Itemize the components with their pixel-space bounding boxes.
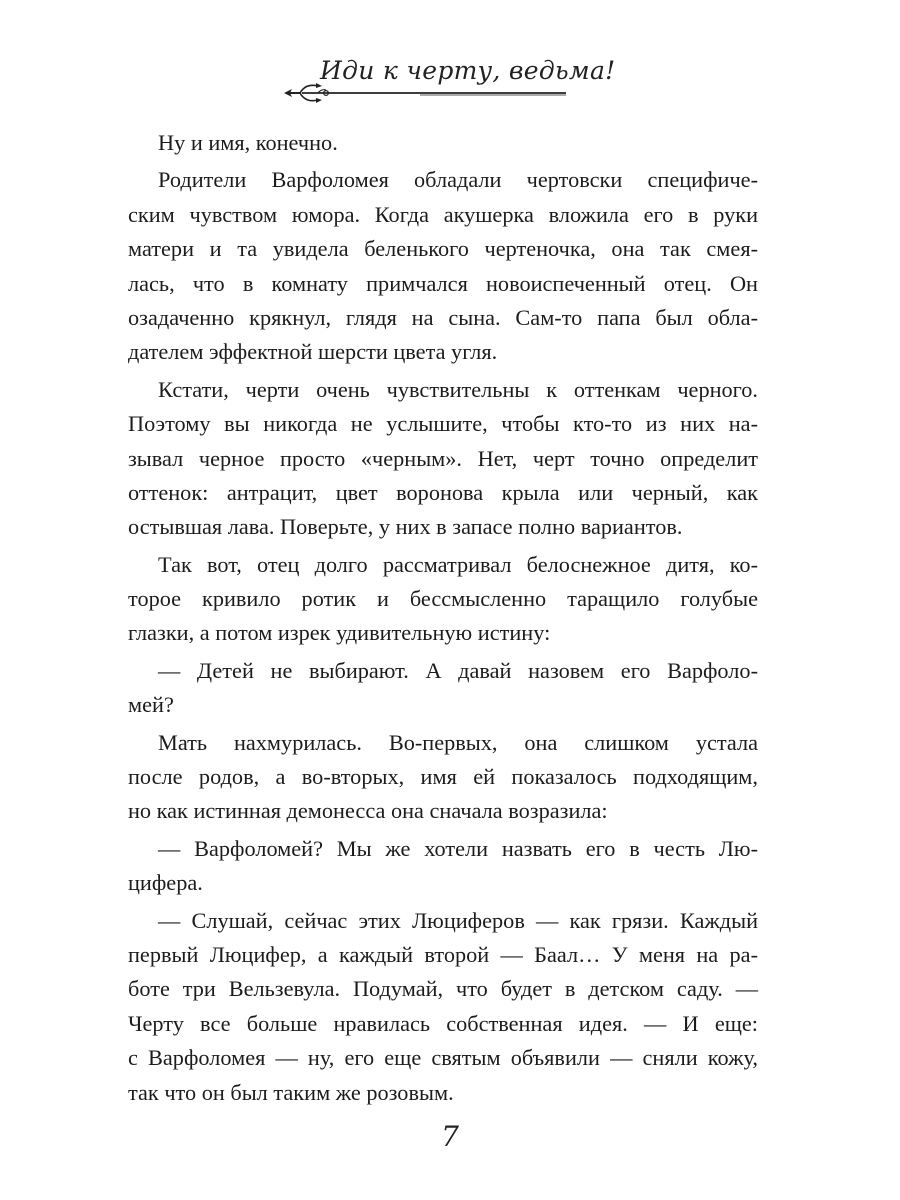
paragraph <box>128 373 758 545</box>
text-line: после родов, а во-вторых, имя ей показалось подходящим, <box>128 764 758 790</box>
text-line: Кстати, черти очень чувствительны к оттенкам черного. <box>158 376 758 402</box>
text-line: Мать нахмурилась. Во-первых, она слишком устала <box>158 729 758 755</box>
text-line: Ну и имя, конечно. <box>158 130 338 155</box>
text-line: — Слушай, сейчас этих Люциферов — как грязи. Каждый <box>158 907 758 933</box>
text-line: Поэтому вы никогда не услышите, чтобы кто-то из них на- <box>128 411 758 437</box>
text-line: лась, что в комнату примчался новоиспеченный отец. Он <box>128 270 758 296</box>
text-line: мей? <box>128 692 174 718</box>
text-line: остывшая лава. Поверьте, у них в запасе полно вариантов. <box>128 514 683 540</box>
running-header-title: Иди к черту, ведьма! <box>320 56 616 85</box>
running-header <box>280 52 616 114</box>
paragraph <box>128 832 758 901</box>
text-line: первый Люцифер, а каждый второй — Баал… У меня на ра- <box>128 941 758 967</box>
text-line: Родители Варфоломея обладали чертовски специфиче- <box>158 167 758 193</box>
text-line: — Варфоломей? Мы же хотели назвать его в честь Лю- <box>158 835 758 861</box>
paragraph <box>128 904 758 1110</box>
text-line: — Детей не выбирают. А давай назовем его Варфоло- <box>158 657 758 683</box>
page-number: 7 <box>441 1120 459 1153</box>
body-text <box>128 126 758 1110</box>
text-line: ским чувством юмора. Когда акушерка вложила его в руки <box>128 201 758 227</box>
text-line: так что он был таким же розовым. <box>128 1079 454 1105</box>
paragraph <box>128 126 758 160</box>
text-line: озадаченно крякнул, глядя на сына. Сам-то папа был обла- <box>128 304 758 330</box>
text-line: Так вот, отец долго рассматривал белоснежное дитя, ко- <box>158 551 758 577</box>
text-line: цифера. <box>128 870 203 896</box>
paragraph <box>128 163 758 369</box>
text-line: боте три Вельзевула. Подумай, что будет в детском саду. — <box>128 976 758 1002</box>
text-line: зывал черное просто «черным». Нет, черт точно определит <box>128 445 758 471</box>
paragraph <box>128 726 758 829</box>
text-line: дателем эффектной шерсти цвета угля. <box>128 339 498 365</box>
paragraph <box>128 654 758 723</box>
text-line: торое кривило ротик и бессмысленно таращило голубые <box>128 586 758 612</box>
text-line: с Варфоломея — ну, его еще святым объявили — сняли кожу, <box>128 1045 758 1071</box>
trident-icon <box>280 78 570 108</box>
text-line: глазки, а потом изрек удивительную истину: <box>128 620 551 646</box>
paragraph <box>128 548 758 651</box>
text-line: но как истинная демонесса она сначала возразила: <box>128 798 608 824</box>
text-line: оттенок: антрацит, цвет воронова крыла или черный, как <box>128 479 758 505</box>
text-line: Черту все больше нравилась собственная идея. — И еще: <box>128 1010 758 1036</box>
text-line: матери и та увидела беленького чертеночка, она так смея- <box>128 236 758 262</box>
